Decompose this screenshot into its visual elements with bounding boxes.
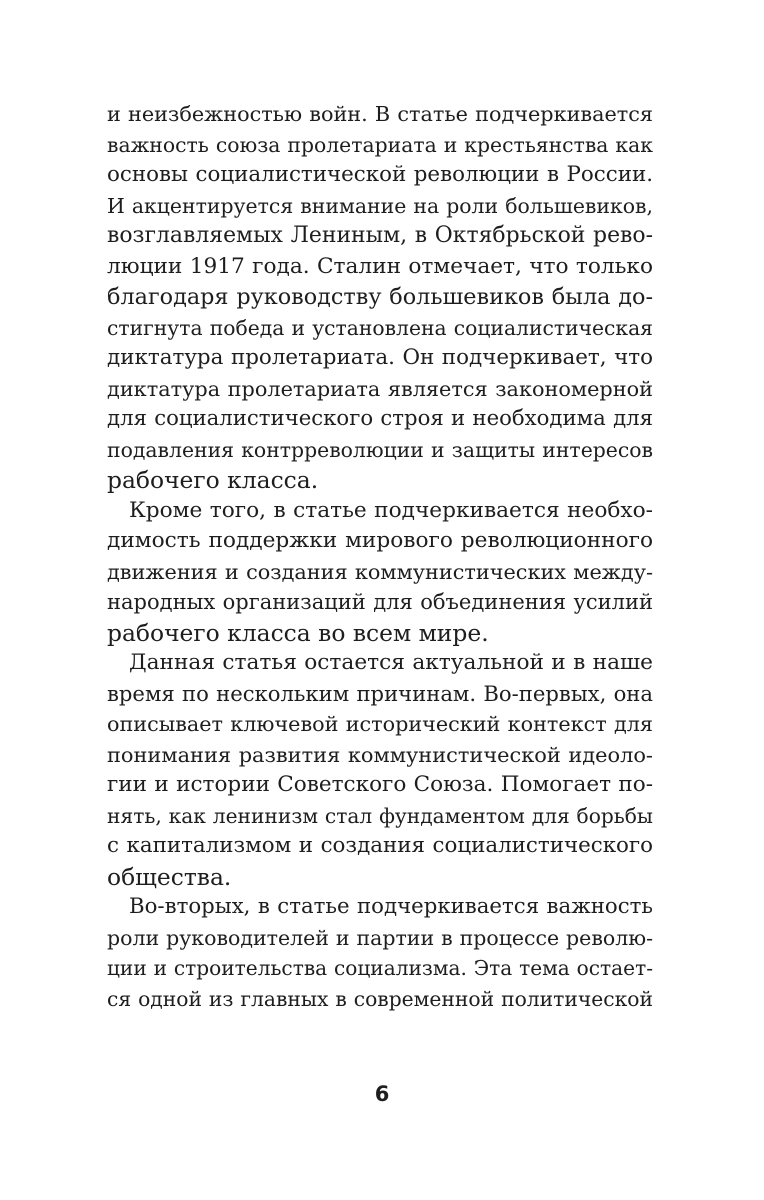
body-text [107,99,653,1014]
text-line: ся одной из главных в современной политической [107,986,653,1011]
text-line: основы социалистической революции в России. [107,162,653,188]
text-line: и неизбежностью войн. В статье подчеркивается [107,102,653,126]
page-number: 6 [374,1082,390,1106]
text-line: диктатура пролетариата. Он подчеркивает, что [107,345,653,371]
text-line: подавления контрреволюции и защиты интересов [107,437,653,462]
text-line: с капитализмом и создания социалистического [107,833,653,859]
text-line: понимания развития коммунистической идеоло- [107,742,653,767]
paragraph-first-line: Кроме того, в статье подчеркивается необхо- [129,497,653,523]
text-line: роли руководителей и партии в процессе револю- [107,925,653,950]
text-line: важность союза пролетариата и крестьянства как [107,132,653,157]
text-line: нять, как ленинизм стал фундаментом для борьбы [107,803,653,828]
text-line: благодаря руководству большевиков была до- [107,284,653,311]
text-line: стигнута победа и установлена социалистическая [107,315,653,340]
text-line: народных организаций для объединения усилий [107,589,653,615]
text-line: диктатура пролетариата является закономерной [107,376,653,401]
text-line: движения и создания коммунистических между- [107,559,653,584]
text-line: время по нескольким причинам. Во-первых, она [107,680,653,706]
text-line: рабочего класса во всем мире. [107,618,489,647]
text-line: описывает ключевой исторический контекст для [107,712,653,737]
text-line: люции 1917 года. Сталин отмечает, что только [107,253,653,279]
paragraph-first-line: Во-вторых, в статье подчеркивается важность [129,894,653,920]
text-line: гии и истории Советского Союза. Помогает по- [107,772,653,798]
text-line: И акцентируется внимание на роли большевиков, [107,193,653,218]
paragraph-first-line: Данная статья остается актуальной и в наше [129,650,653,676]
text-line: для социалистического строя и необходима для [107,406,653,432]
text-line: возглавляемых Лениным, в Октябрьской рево- [107,223,653,249]
text-line: рабочего класса. [107,466,319,495]
text-line: ции и строительства социализма. Эта тема остает- [107,956,653,981]
text-line: димость поддержки мирового революционного [107,528,653,554]
text-line: общества. [107,862,232,891]
